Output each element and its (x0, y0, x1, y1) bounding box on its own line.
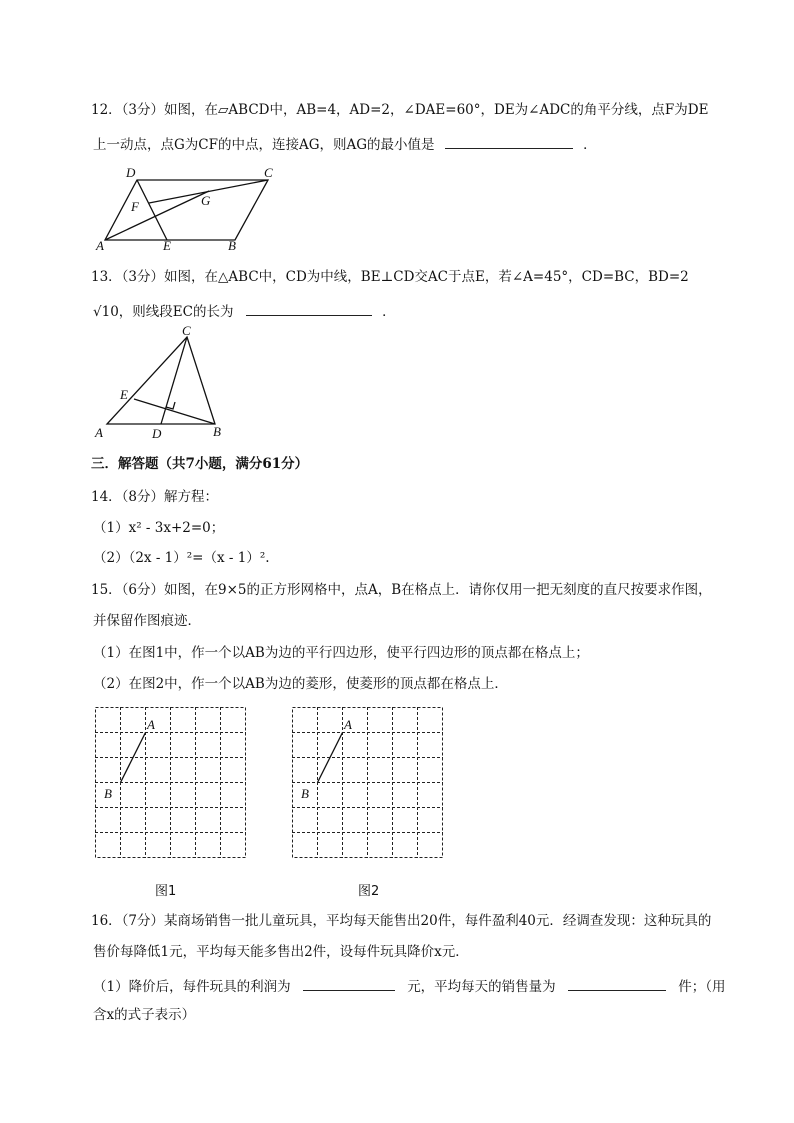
answer-blank-sales[interactable] (568, 976, 666, 991)
q16-part1 (93, 976, 726, 995)
q13-figure (90, 323, 240, 443)
q13-line2-text: √10，则线段EC的长为 (93, 304, 234, 320)
q12-line2 (93, 134, 597, 153)
q13-line1: 13．（3分）如图，在△ABC中，CD为中线，BE⊥CD交AC于点E，若∠A=45°，CD=BC，BD=2 (91, 269, 689, 285)
q16-part1-text-c: 件；（用 (678, 979, 726, 995)
q15-line2: 并保留作图痕迹． (93, 613, 201, 629)
q12-line1: 12．（3分）如图，在▱ABCD中，AB=4，AD=2，∠DAE=60°，DE为∠ADC的角平分线，点F为DE (91, 102, 709, 118)
q15-part1: （1）在图1中，作一个以AB为边的平行四边形，使平行四边形的顶点都在格点上； (93, 645, 589, 661)
q16-line2: 售价每降低1元，平均每天能多售出2件，设每件玩具降价x元． (93, 944, 469, 960)
q12-line2-text: 上一动点，点G为CF的中点，连接AG，则AG的最小值是 (93, 137, 435, 153)
q14-part1: （1）x² - 3x+2=0； (93, 520, 225, 536)
q16-line1: 16．（7分）某商场销售一批儿童玩具，平均每天能售出20件，每件盈利40元．经调查发现：这种玩具的 (91, 913, 712, 929)
label-g: G (201, 193, 211, 208)
label-e: E (120, 387, 128, 402)
q16-part1-line2: 含x的式子表示） (93, 1007, 196, 1023)
label-b: B (213, 424, 221, 439)
label-e: E (163, 238, 171, 253)
segment-ag (105, 191, 209, 240)
triangle-abc (107, 337, 215, 424)
figure-1-caption: 图1 (155, 884, 177, 899)
q15-part2: （2）在图2中，作一个以AB为边的菱形，使菱形的顶点都在格点上． (93, 676, 508, 692)
answer-blank-profit[interactable] (303, 976, 395, 991)
q12-figure (90, 163, 280, 253)
label-a: A (96, 238, 104, 253)
q14-line1: 14．（8分）解方程： (91, 489, 219, 505)
figure-2-caption: 图2 (358, 884, 380, 899)
label-a: A (344, 717, 352, 732)
q16-part1-text-b: 元，平均每天的销售量为 (407, 979, 556, 995)
q13-line2 (93, 301, 396, 320)
label-b: B (301, 786, 309, 801)
label-b: B (104, 786, 112, 801)
label-c: C (264, 165, 273, 180)
section-3-title: 三．解答题（共7小题，满分61分） (91, 456, 309, 472)
label-b: B (228, 238, 236, 253)
q15-line1: 15．（6分）如图，在9×5的正方形网格中，点A，B在格点上．请你仅用一把无刻度的直尺按要求作图， (91, 582, 712, 598)
label-c: C (182, 323, 191, 338)
q13-line2-end: ． (382, 304, 396, 320)
label-f: F (131, 199, 139, 214)
label-a: A (147, 717, 155, 732)
grid-figure-2 (292, 707, 444, 859)
label-d: D (126, 165, 136, 180)
label-d: D (152, 426, 162, 441)
q14-part2: （2）（2x - 1）²=（x - 1）². (93, 550, 270, 566)
q16-part1-text-a: （1）降价后，每件玩具的利润为 (93, 979, 291, 995)
q12-line2-end: ． (583, 137, 597, 153)
parallelogram-abcd (105, 180, 268, 240)
answer-blank-q13[interactable] (246, 301, 372, 316)
segment-de (137, 180, 167, 240)
grid-figure-1 (95, 707, 247, 859)
label-a: A (95, 425, 103, 440)
answer-blank-q12[interactable] (445, 134, 573, 149)
